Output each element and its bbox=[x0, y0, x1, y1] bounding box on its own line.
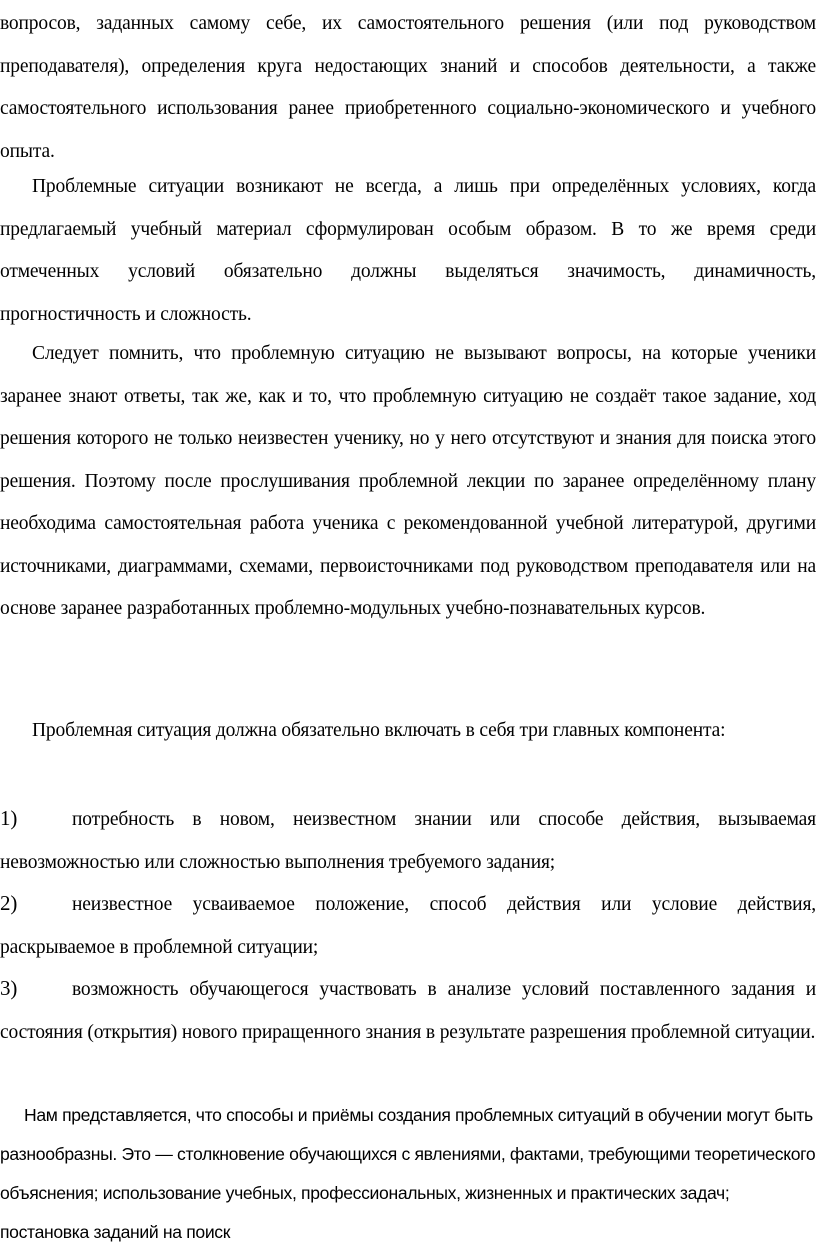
list-item-text: неизвестное усваиваемое положение, способ действия или условие действия, раскрываемое в проблемной ситуации; bbox=[0, 894, 816, 958]
paragraph-2: Проблемные ситуации возникают не всегда, а лишь при определённых условиях, когда предлагаемый учебный материал сформулирован особым образом. В то же время среди отмеченных условий обязательно должны выделяться значимость, динамичность, прогностичность и сложность. bbox=[0, 176, 816, 325]
list-item-text: возможность обучающегося участвовать в анализе условий поставленного задания и состояния (открытия) нового приращенного знания в результате разрешения проблемной ситуации. bbox=[0, 979, 816, 1043]
list-item-text: потребность в новом, неизвестном знании или способе действия, вызываемая невозможностью или сложностью выполнения требуемого задания; bbox=[0, 809, 816, 873]
list-item bbox=[0, 882, 816, 969]
paragraph-5: Нам представляется, что способы и приёмы создания проблемных ситуаций в обучении могут быть разнообразны. Это — столкновение обучающихся с явлениями, фактами, требующими теоретического объяснения; использование учебных, профессиональных, жизненных и практических задач; постановка заданий на поиск bbox=[0, 1105, 816, 1242]
list-item-number: 2) bbox=[0, 891, 18, 915]
list-item-number: 1) bbox=[0, 806, 18, 830]
list-item-number: 3) bbox=[0, 976, 18, 1000]
paragraph-1: вопросов, заданных самому себе, их самостоятельного решения (или под руководством преподавателя), определения круга недостающих знаний и способов деятельности, а также самостоятельного использования ранее приобретенного социально-экономического и учебного опыта. bbox=[0, 13, 816, 162]
paragraph-3: Следует помнить, что проблемную ситуацию не вызывают вопросы, на которые ученики заранее знают ответы, так же, как и то, что проблемную ситуацию не создаёт такое задание, ход решения которого не только неизвестен ученику, но у него отсутствуют и знания для поиска этого решения. Поэтому после прослушивания проблемной лекции по заранее определённому плану необходима самостоятельная работа ученика с рекомендованной учебной литературой, другими источниками, диаграммами, схемами, первоисточниками под руководством преподавателя или на основе заранее разработанных проблемно-модульных учебно-познавательных курсов. bbox=[0, 343, 816, 619]
paragraph-4: Проблемная ситуация должна обязательно включать в себя три главных компонента: bbox=[32, 720, 726, 741]
list-item bbox=[0, 797, 816, 884]
list-item bbox=[0, 967, 816, 1054]
